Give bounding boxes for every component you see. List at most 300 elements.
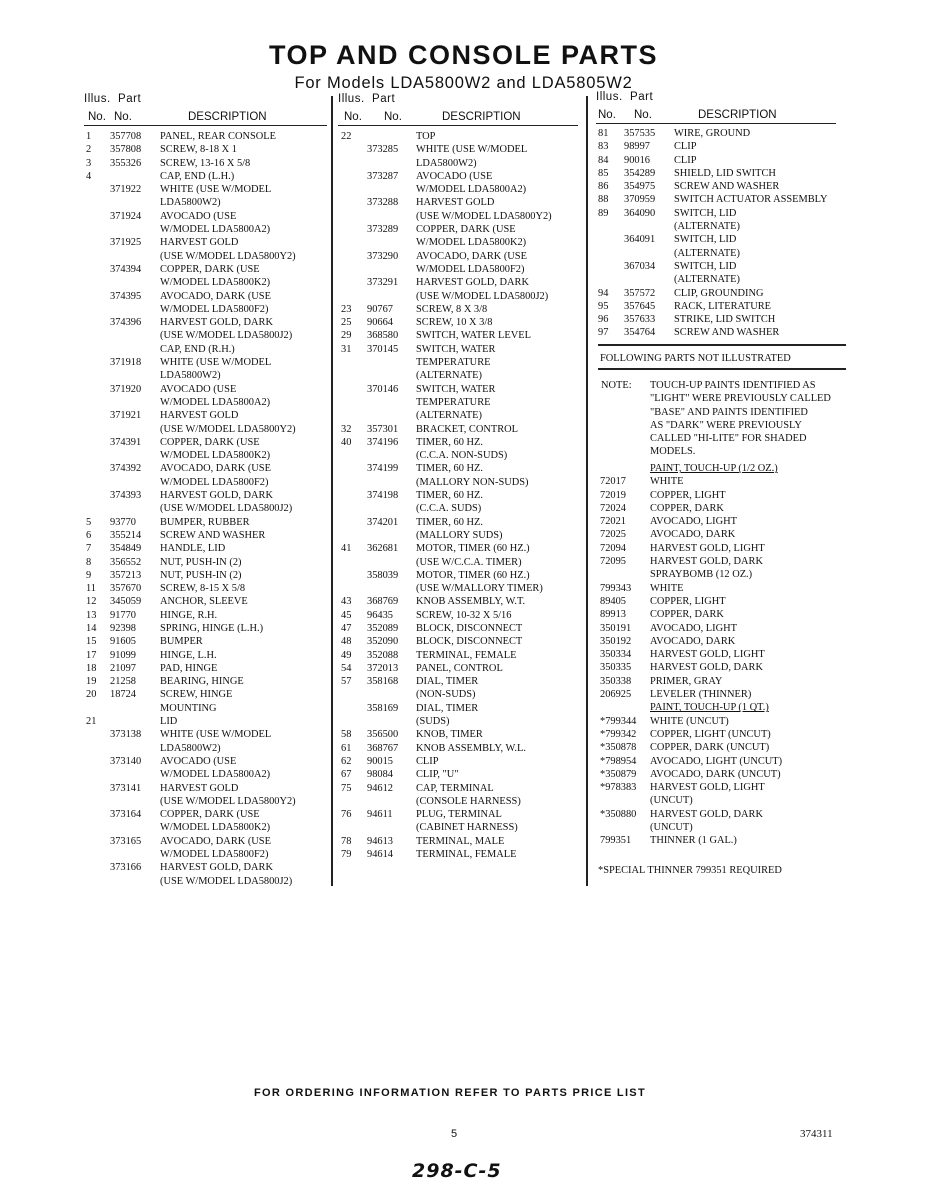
description: NUT, PUSH-IN (2) xyxy=(160,556,242,568)
part-number: 91770 xyxy=(110,609,136,621)
parts-row xyxy=(341,688,584,701)
illus-number: 81 xyxy=(598,128,609,139)
description: SHIELD, LID SWITCH xyxy=(674,167,776,179)
part-number: 91605 xyxy=(110,636,136,648)
paint-row xyxy=(600,502,860,515)
description: COPPER, DARK xyxy=(650,502,724,514)
part-number: 364091 xyxy=(624,234,656,246)
description: BRACKET, CONTROL xyxy=(416,423,518,435)
part-number: 373138 xyxy=(110,729,142,741)
parts-row xyxy=(598,193,858,206)
description: DIAL, TIMER xyxy=(416,702,479,714)
parts-row xyxy=(86,316,329,329)
illus-number: 9 xyxy=(86,569,92,581)
parts-row xyxy=(86,290,329,303)
part-number: 354849 xyxy=(110,543,142,555)
part-number: 371918 xyxy=(110,357,142,369)
description: BLOCK, DISCONNECT xyxy=(416,622,523,634)
description-label: DESCRIPTION xyxy=(698,109,777,121)
description: ANCHOR, SLEEVE xyxy=(160,596,248,608)
no-label: No. xyxy=(384,111,402,123)
description: COPPER, LIGHT xyxy=(650,489,726,501)
description: SWITCH, LID xyxy=(674,207,737,219)
no-label: No. xyxy=(88,111,106,123)
note-line: "LIGHT" WERE PREVIOUSLY CALLED xyxy=(650,393,831,405)
description: LDA5800W2) xyxy=(160,370,221,382)
part-number: 373285 xyxy=(367,144,399,156)
illus-number: 79 xyxy=(341,849,352,861)
paint-row xyxy=(600,595,860,608)
part-number: 350191 xyxy=(600,622,632,634)
description: HARVEST GOLD, DARK xyxy=(160,862,273,874)
parts-row xyxy=(341,742,584,755)
parts-row xyxy=(341,316,584,329)
parts-row xyxy=(86,462,329,475)
description: WHITE (USE W/MODEL xyxy=(160,184,272,196)
description: TERMINAL, MALE xyxy=(416,835,505,847)
part-number: 345059 xyxy=(110,596,142,608)
parts-row xyxy=(86,210,329,223)
part-number: 89405 xyxy=(600,595,626,607)
parts-row xyxy=(341,675,584,688)
parts-row xyxy=(341,662,584,675)
part-number: 350338 xyxy=(600,675,632,687)
parts-row xyxy=(86,808,329,821)
part-number: 368767 xyxy=(367,742,399,754)
parts-row xyxy=(341,715,584,728)
illus-number: 3 xyxy=(86,157,92,169)
description: PRIMER, GRAY xyxy=(650,675,723,687)
part-number: 374391 xyxy=(110,436,142,448)
part-number: 350334 xyxy=(600,649,632,661)
part-number: 371924 xyxy=(110,210,142,222)
parts-row xyxy=(86,343,329,356)
parts-row xyxy=(598,127,858,140)
parts-row xyxy=(598,154,858,167)
part-number: 357645 xyxy=(624,300,656,312)
part-number: *799342 xyxy=(600,728,637,740)
description: HINGE, L.H. xyxy=(160,649,217,661)
part-number: 372013 xyxy=(367,662,399,674)
description: W/MODEL LDA5800A2) xyxy=(416,184,527,196)
parts-row xyxy=(341,143,584,156)
description: SCREW, 10 X 3/8 xyxy=(416,317,493,329)
paint-row xyxy=(600,834,860,847)
illus-number: 32 xyxy=(341,423,352,435)
description: SCREW, HINGE xyxy=(160,689,233,701)
part-number: 357708 xyxy=(110,131,142,142)
parts-row xyxy=(341,502,584,515)
description: SCREW, 8-15 X 5/8 xyxy=(160,583,246,595)
paint-row xyxy=(600,741,860,754)
description: SCREW AND WASHER xyxy=(674,181,780,193)
parts-row xyxy=(86,821,329,834)
part-number: *350880 xyxy=(600,808,637,820)
part-number: 98084 xyxy=(367,769,393,781)
description: HARVEST GOLD, LIGHT xyxy=(650,782,765,794)
description: TIMER, 60 HZ. xyxy=(416,463,483,475)
parts-row xyxy=(86,303,329,316)
parts-row xyxy=(341,595,584,608)
description: W/MODEL LDA5800F2) xyxy=(160,303,269,315)
illus-number: 22 xyxy=(341,131,352,142)
parts-row xyxy=(341,728,584,741)
part-number: 91099 xyxy=(110,649,136,661)
illus-label: Illus. xyxy=(596,91,623,103)
parts-row xyxy=(341,848,584,861)
description: COPPER, DARK xyxy=(650,609,724,621)
description: WHITE (USE W/MODEL xyxy=(416,144,528,156)
illus-number: 75 xyxy=(341,782,352,794)
illus-number: 83 xyxy=(598,141,609,153)
part-number: 371925 xyxy=(110,237,142,249)
parts-row xyxy=(86,489,329,502)
illus-number: 1 xyxy=(86,131,92,142)
description: TOP xyxy=(416,131,436,142)
part-label: Part xyxy=(118,93,142,105)
illus-number: 49 xyxy=(341,649,352,661)
column-header-2 xyxy=(338,93,578,126)
footnote: *SPECIAL THINNER 799351 REQUIRED xyxy=(598,865,782,876)
parts-row xyxy=(86,768,329,781)
parts-row xyxy=(341,423,584,436)
illus-number: 43 xyxy=(341,596,352,608)
part-number: 358169 xyxy=(367,702,399,714)
illus-number: 96 xyxy=(598,314,609,326)
part-number: 18724 xyxy=(110,689,136,701)
illus-number: 40 xyxy=(341,436,352,448)
part-number: 350335 xyxy=(600,662,632,674)
part-number: 362681 xyxy=(367,543,399,555)
ordering-note: FOR ORDERING INFORMATION REFER TO PARTS PRICE LIST xyxy=(254,1087,646,1099)
parts-row xyxy=(86,635,329,648)
description: AVOCADO, DARK xyxy=(650,529,736,541)
description: COPPER, LIGHT (UNCUT) xyxy=(650,728,771,740)
part-number: 373290 xyxy=(367,250,399,262)
illus-number: 62 xyxy=(341,755,352,767)
illus-number: 14 xyxy=(86,622,97,634)
description: HINGE, R.H. xyxy=(160,609,218,621)
parts-row xyxy=(86,423,329,436)
paint-row xyxy=(600,661,860,674)
parts-row xyxy=(86,875,329,888)
parts-row xyxy=(598,220,858,233)
parts-row xyxy=(598,140,858,153)
description: CLIP, "U" xyxy=(416,769,459,781)
parts-row xyxy=(86,702,329,715)
illus-number: 47 xyxy=(341,622,352,634)
description: W/MODEL LDA5800A2) xyxy=(160,396,271,408)
parts-row xyxy=(86,383,329,396)
paint-row xyxy=(600,582,860,595)
description: CAP, END (L.H.) xyxy=(160,170,235,182)
description: (USE W/MALLORY TIMER) xyxy=(416,583,543,595)
paint-row xyxy=(600,648,860,661)
description: COPPER, DARK (USE xyxy=(160,809,260,821)
parts-row xyxy=(86,688,329,701)
description: SWITCH, LID xyxy=(674,260,737,272)
part-number: 94611 xyxy=(367,809,393,821)
description-label: DESCRIPTION xyxy=(442,111,521,123)
description: AVOCADO, DARK (USE xyxy=(160,290,271,302)
illus-number: 20 xyxy=(86,689,97,701)
description: (ALTERNATE) xyxy=(674,274,740,286)
parts-row xyxy=(341,263,584,276)
description: AVOCADO (USE xyxy=(160,210,237,222)
paint-row xyxy=(600,688,860,701)
illus-number: 29 xyxy=(341,330,352,342)
parts-row xyxy=(341,582,584,595)
illus-number: 95 xyxy=(598,300,609,312)
part-number: 72024 xyxy=(600,502,626,514)
description: WHITE (USE W/MODEL xyxy=(160,729,272,741)
description: HARVEST GOLD, DARK xyxy=(160,490,273,502)
parts-row xyxy=(598,273,858,286)
description: MOTOR, TIMER (60 HZ.) xyxy=(416,569,530,581)
paint-row xyxy=(600,622,860,635)
part-number: 371922 xyxy=(110,184,142,196)
description: SWITCH, LID xyxy=(674,234,737,246)
parts-row xyxy=(86,502,329,515)
description: LDA5800W2) xyxy=(160,197,221,209)
parts-row xyxy=(86,396,329,409)
description: (C.C.A. NON-SUDS) xyxy=(416,450,508,462)
description: WHITE xyxy=(650,476,684,488)
description: WIRE, GROUND xyxy=(674,128,751,139)
parts-row xyxy=(341,303,584,316)
parts-column-2 xyxy=(341,130,584,861)
part-number: 94613 xyxy=(367,835,393,847)
illus-number: 4 xyxy=(86,170,92,182)
parts-row xyxy=(86,157,329,170)
parts-row xyxy=(341,808,584,821)
part-number: 370145 xyxy=(367,343,399,355)
illus-number: 84 xyxy=(598,154,609,166)
description: W/MODEL LDA5800F2) xyxy=(160,849,269,861)
description: CLIP xyxy=(674,154,697,166)
description: TERMINAL, FEMALE xyxy=(416,849,517,861)
parts-row xyxy=(598,247,858,260)
paint-row xyxy=(600,608,860,621)
part-number: 368769 xyxy=(367,596,399,608)
part-number: 367034 xyxy=(624,260,656,272)
illus-number: 57 xyxy=(341,676,352,688)
description: RACK, LITERATURE xyxy=(674,300,771,312)
parts-row xyxy=(341,196,584,209)
column-divider xyxy=(586,96,588,886)
description: AVOCADO (USE xyxy=(416,170,493,182)
description: (USE W/MODEL LDA5800J2) xyxy=(160,503,293,515)
description: KNOB, TIMER xyxy=(416,729,483,741)
part-number: 96435 xyxy=(367,609,393,621)
part-number: 373165 xyxy=(110,835,142,847)
parts-row xyxy=(86,742,329,755)
illus-number: 61 xyxy=(341,742,352,754)
parts-row xyxy=(86,409,329,422)
illus-label: Illus. xyxy=(84,93,111,105)
part-number: 374201 xyxy=(367,516,399,528)
parts-row xyxy=(86,795,329,808)
description: (USE W/C.C.A. TIMER) xyxy=(416,556,522,568)
description: AVOCADO, LIGHT xyxy=(650,622,737,634)
divider xyxy=(598,344,846,346)
parts-row xyxy=(341,449,584,462)
paint-row xyxy=(600,755,860,768)
parts-row xyxy=(341,250,584,263)
part-number: 356500 xyxy=(367,729,399,741)
part-number: 90016 xyxy=(624,154,650,166)
parts-row xyxy=(598,287,858,300)
part-number: 373291 xyxy=(367,277,399,289)
description: W/MODEL LDA5800K2) xyxy=(416,237,527,249)
description: (USE W/MODEL LDA5800Y2) xyxy=(160,250,296,262)
description: W/MODEL LDA5800F2) xyxy=(416,263,525,275)
part-number: 354764 xyxy=(624,327,656,339)
parts-row xyxy=(341,356,584,369)
description: CLIP, GROUNDING xyxy=(674,287,764,299)
document-number: 374311 xyxy=(800,1128,833,1140)
description: NUT, PUSH-IN (2) xyxy=(160,569,242,581)
description: (MALLORY NON-SUDS) xyxy=(416,476,529,488)
illus-number: 6 xyxy=(86,529,92,541)
illus-number: 45 xyxy=(341,609,352,621)
description: SCREW, 8-18 X 1 xyxy=(160,144,237,156)
description: SWITCH, WATER xyxy=(416,343,496,355)
note-line: "BASE" AND PAINTS IDENTIFIED xyxy=(650,406,808,418)
description: (ALTERNATE) xyxy=(674,221,740,233)
part-number: 373288 xyxy=(367,197,399,209)
parts-row xyxy=(598,233,858,246)
part-number: 90767 xyxy=(367,303,393,315)
description: CAP, END (R.H.) xyxy=(160,343,235,355)
description: (NON-SUDS) xyxy=(416,689,476,701)
page-title: TOP AND CONSOLE PARTS xyxy=(268,40,659,70)
part-number: 358168 xyxy=(367,676,399,688)
part-number: 354975 xyxy=(624,181,656,193)
parts-row xyxy=(86,675,329,688)
description: MOUNTING xyxy=(160,702,217,714)
description: BEARING, HINGE xyxy=(160,676,244,688)
description: SWITCH, WATER xyxy=(416,383,496,395)
paint-row xyxy=(600,728,860,741)
parts-row xyxy=(341,556,584,569)
part-number: 357633 xyxy=(624,314,656,326)
description: AVOCADO (USE xyxy=(160,755,237,767)
part-number: 72021 xyxy=(600,516,626,528)
description: HARVEST GOLD xyxy=(160,237,239,249)
description: AVOCADO, LIGHT (UNCUT) xyxy=(650,755,783,767)
description: STRIKE, LID SWITCH xyxy=(674,314,776,326)
page-subtitle: For Models LDA5800W2 and LDA5805W2 xyxy=(294,74,633,92)
note-line: TOUCH-UP PAINTS IDENTIFIED AS xyxy=(650,380,816,391)
parts-row xyxy=(86,170,329,183)
paint-section-heading xyxy=(600,462,860,475)
parts-row xyxy=(341,542,584,555)
parts-row xyxy=(341,516,584,529)
part-number: 373287 xyxy=(367,170,399,182)
description: SCREW AND WASHER xyxy=(674,327,780,339)
description: SWITCH, WATER LEVEL xyxy=(416,330,531,342)
description: W/MODEL LDA5800F2) xyxy=(160,476,269,488)
no-label: No. xyxy=(114,111,132,123)
parts-row xyxy=(86,728,329,741)
part-number: 374394 xyxy=(110,263,142,275)
part-number: 374198 xyxy=(367,490,399,502)
parts-row xyxy=(341,183,584,196)
parts-row xyxy=(341,755,584,768)
description: CLIP xyxy=(674,141,697,153)
parts-row xyxy=(86,183,329,196)
part-number: 370959 xyxy=(624,194,656,206)
description: SCREW, 10-32 X 5/16 xyxy=(416,609,512,621)
part-number: 357572 xyxy=(624,287,656,299)
parts-row xyxy=(598,180,858,193)
part-number: 352089 xyxy=(367,622,399,634)
part-number: 357301 xyxy=(367,423,399,435)
description: HANDLE, LID xyxy=(160,543,226,555)
parts-row xyxy=(86,595,329,608)
description: TIMER, 60 HZ. xyxy=(416,516,483,528)
description: (CABINET HARNESS) xyxy=(416,822,518,834)
illus-number: 88 xyxy=(598,194,609,206)
description: SCREW, 13-16 X 5/8 xyxy=(160,157,251,169)
description: BLOCK, DISCONNECT xyxy=(416,636,523,648)
parts-row xyxy=(86,782,329,795)
parts-row xyxy=(86,609,329,622)
part-number: 357213 xyxy=(110,569,142,581)
parts-row xyxy=(86,582,329,595)
description: AVOCADO (USE xyxy=(160,383,237,395)
paint-list xyxy=(600,462,860,848)
description: COPPER, DARK (USE xyxy=(160,263,260,275)
illus-number: 12 xyxy=(86,596,97,608)
part-number: 373166 xyxy=(110,862,142,874)
description: (USE W/MODEL LDA5800Y2) xyxy=(160,795,296,807)
illus-number: 23 xyxy=(341,303,352,315)
part-number: 371921 xyxy=(110,410,142,422)
divider xyxy=(598,368,846,370)
parts-row xyxy=(341,782,584,795)
description: PANEL, REAR CONSOLE xyxy=(160,131,276,142)
parts-column-1 xyxy=(86,130,329,888)
parts-row xyxy=(341,609,584,622)
description: (USE W/MODEL LDA5800J2) xyxy=(160,875,293,887)
part-number: 72025 xyxy=(600,529,626,541)
description: WHITE xyxy=(650,582,684,594)
parts-row xyxy=(341,436,584,449)
part-number: 357670 xyxy=(110,583,142,595)
parts-row xyxy=(86,835,329,848)
description: TIMER, 60 HZ. xyxy=(416,436,483,448)
description: TIMER, 60 HZ. xyxy=(416,490,483,502)
parts-row xyxy=(86,250,329,263)
illus-number: 17 xyxy=(86,649,97,661)
illus-number: 8 xyxy=(86,556,92,568)
description: (UNCUT) xyxy=(650,822,693,834)
parts-row xyxy=(341,369,584,382)
description: SWITCH ACTUATOR ASSEMBLY xyxy=(674,194,828,206)
part-number: 350192 xyxy=(600,635,632,647)
illus-number: 94 xyxy=(598,287,609,299)
parts-row xyxy=(86,130,329,143)
part-number: 21258 xyxy=(110,676,136,688)
part-number: *798954 xyxy=(600,755,637,767)
illus-label: Illus. xyxy=(338,93,365,105)
page-number: 5 xyxy=(451,1128,458,1140)
description: W/MODEL LDA5800A2) xyxy=(160,769,271,781)
parts-row xyxy=(86,622,329,635)
parts-row xyxy=(341,223,584,236)
